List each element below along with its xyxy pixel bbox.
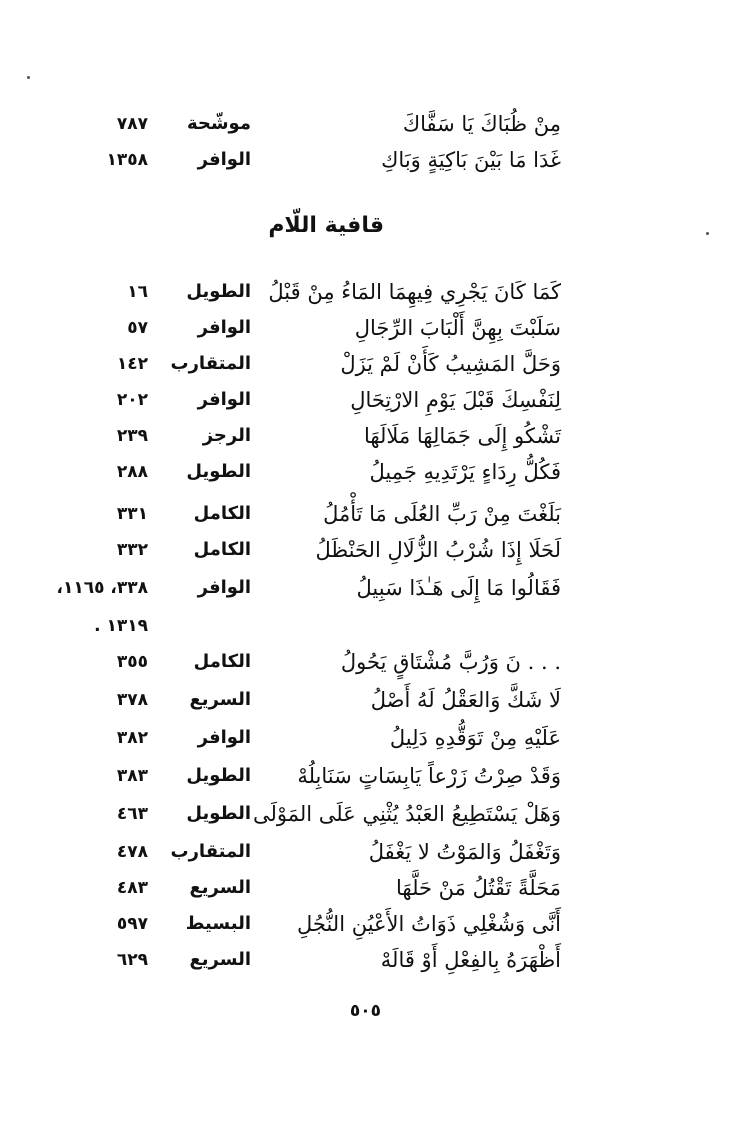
index-entry bbox=[0, 644, 731, 680]
verse-text: لِنَفْسِكَ قَبْلَ يَوْمِ الارْتِحَالِ bbox=[350, 388, 561, 412]
page-reference: ٦٢٩ bbox=[116, 950, 148, 970]
print-speck bbox=[27, 76, 30, 79]
page-reference: ٥٩٧ bbox=[116, 914, 148, 934]
index-entry bbox=[0, 142, 731, 178]
meter-name: المتقارب bbox=[170, 353, 251, 374]
meter-name: موشّحة bbox=[186, 113, 251, 134]
index-entry bbox=[0, 942, 731, 978]
index-entry bbox=[0, 310, 731, 346]
page-reference: ٤٨٣ bbox=[116, 878, 148, 898]
meter-name: السريع bbox=[189, 877, 251, 898]
page-reference: ٤٦٣ bbox=[116, 804, 148, 824]
meter-name: الطويل bbox=[186, 765, 251, 786]
verse-text: سَلَبْتَ بِهِنَّ أَلْبَابَ الرِّجَالِ bbox=[354, 316, 561, 340]
section-heading: قافية اللّام bbox=[268, 213, 384, 238]
index-entry bbox=[0, 532, 731, 568]
verse-text: وَتَغْفَلُ وَالمَوْتُ لا يَغْفَلُ bbox=[368, 840, 561, 864]
verse-text: وَحَلَّ المَشِيبُ كَأَنْ لَمْ يَزَلْ bbox=[340, 352, 561, 376]
page-reference: ٣٧٨ bbox=[116, 690, 148, 710]
index-entry bbox=[0, 382, 731, 418]
page-reference: ٣٣٢ bbox=[116, 540, 148, 560]
index-entry bbox=[0, 720, 731, 756]
verse-text: وَقَدْ صِرْتُ زَرْعاً يَابِسَاتٍ سَنَابِلُهْ bbox=[297, 764, 561, 788]
page-number: ٥٠٥ bbox=[349, 1001, 382, 1021]
verse-text: مَحَلَّةً تَقْتُلُ مَنْ حَلَّهَا bbox=[396, 876, 561, 900]
index-entry bbox=[0, 758, 731, 794]
meter-name: الوافر bbox=[197, 149, 251, 170]
page-reference: ٧٨٧ bbox=[116, 114, 148, 134]
meter-name: الوافر bbox=[197, 389, 251, 410]
verse-text: كَمَا كَانَ يَجْرِي فِيهِمَا المَاءُ مِنْ قَبْلُ bbox=[268, 280, 561, 304]
index-entry bbox=[0, 834, 731, 870]
page-reference: ٣٥٥ bbox=[116, 652, 148, 672]
index-entry bbox=[0, 906, 731, 942]
page-reference: ٣٣١ bbox=[116, 504, 148, 524]
index-entry bbox=[0, 274, 731, 310]
index-entry bbox=[0, 106, 731, 142]
verse-text: أَظْهَرَهُ بِالفِعْلِ أَوْ قَالَهْ bbox=[380, 948, 561, 972]
print-speck bbox=[706, 232, 709, 235]
meter-name: الوافر bbox=[197, 727, 251, 748]
meter-name: الطويل bbox=[186, 461, 251, 482]
page-reference: ١٣١٩ . bbox=[94, 616, 148, 636]
verse-text: وَهَلْ يَسْتَطِيعُ العَبْدُ يُثْنِي عَلَى المَوْلَى bbox=[252, 802, 561, 826]
page-reference: ١٣٥٨ bbox=[106, 150, 148, 170]
meter-name: الوافر bbox=[197, 577, 251, 598]
verse-text: تَشْكُو إِلَى جَمَالِهَا مَلَالَهَا bbox=[363, 424, 561, 448]
index-entry bbox=[0, 418, 731, 454]
page-reference: ٤٧٨ bbox=[116, 842, 148, 862]
page-reference: ١٦ bbox=[127, 282, 148, 302]
page-reference: ٢٨٨ bbox=[116, 462, 148, 482]
meter-name: السريع bbox=[189, 689, 251, 710]
meter-name: المتقارب bbox=[170, 841, 251, 862]
verse-text: . . . نَ وَرُبَّ مُشْتَاقٍ يَحُولُ bbox=[340, 650, 561, 674]
meter-name: الطويل bbox=[186, 281, 251, 302]
verse-text: مِنْ ظُبَاكَ يَا سَفَّاكَ bbox=[402, 112, 561, 136]
verse-text: لَحَلَا إِذَا شُرْبُ الزُّلَالِ الحَنْظَلُ bbox=[315, 538, 561, 562]
meter-name: الكامل bbox=[193, 651, 251, 672]
index-entry bbox=[0, 570, 731, 606]
meter-name: الكامل bbox=[193, 539, 251, 560]
meter-name: الوافر bbox=[197, 317, 251, 338]
verse-text: فَقَالُوا مَا إِلَى هَـٰذَا سَبِيلُ bbox=[356, 576, 561, 600]
page-reference: ٢٣٩ bbox=[116, 426, 148, 446]
meter-name: الكامل bbox=[193, 503, 251, 524]
index-entry bbox=[0, 346, 731, 382]
index-entry bbox=[0, 496, 731, 532]
index-entry bbox=[0, 454, 731, 490]
meter-name: السريع bbox=[189, 949, 251, 970]
page-reference: ٣٨٢ bbox=[116, 728, 148, 748]
verse-text: بَلَغْتَ مِنْ رَبِّ العُلَى مَا تَأْمُلُ bbox=[323, 502, 561, 526]
verse-text: غَدَا مَا بَيْنَ بَاكِيَةٍ وَبَاكِ bbox=[381, 148, 561, 172]
index-entry bbox=[0, 796, 731, 832]
verse-text: أَنَّى وَشُغْلِي ذَوَاتُ الأَعْيُنِ النُّجُلِ bbox=[297, 912, 561, 936]
index-entry bbox=[0, 870, 731, 906]
verse-text: عَلَيْهِ مِنْ تَوَقُّدِهِ دَلِيلُ bbox=[389, 726, 561, 750]
index-entry bbox=[0, 682, 731, 718]
verse-text: لَا شَكَّ وَالعَقْلُ لَهُ أَصْلُ bbox=[370, 688, 561, 712]
meter-name: الطويل bbox=[186, 803, 251, 824]
meter-name: الرجز bbox=[202, 425, 251, 446]
page-reference: ٥٧ bbox=[127, 318, 148, 338]
verse-text: فَكُلُّ رِدَاءٍ يَرْتَدِيهِ جَمِيلُ bbox=[369, 460, 561, 484]
page-reference: ١٤٢ bbox=[116, 354, 148, 374]
index-entry-continuation bbox=[0, 608, 731, 644]
page-reference: ٣٣٨، ١١٦٥، bbox=[56, 578, 148, 598]
page-reference: ٢٠٢ bbox=[116, 390, 148, 410]
meter-name: البسيط bbox=[185, 913, 251, 934]
page-reference: ٣٨٣ bbox=[116, 766, 148, 786]
